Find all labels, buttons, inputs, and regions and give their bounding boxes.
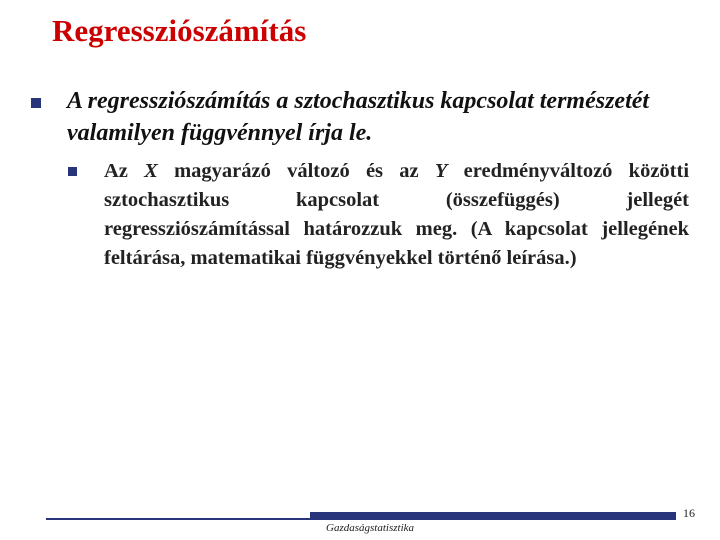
square-bullet-icon — [31, 98, 41, 108]
variable-x: X — [144, 160, 158, 182]
slide-title: Regressziószámítás — [52, 13, 307, 48]
variable-y: Y — [434, 160, 448, 182]
footer-caption: Gazdaságstatisztika — [326, 522, 415, 534]
footer-divider-line — [46, 518, 310, 520]
main-bullet-text: A regressziószámítás a sztochasztikus kapcsolat természetét valamilyen függvénnyel írja le. — [67, 88, 650, 146]
page-number: 16 — [683, 506, 695, 520]
sub-bullet-part3: eredményváltozó közötti sztochasztikus kapcsolat (összefüggés) jellegét regressziószámítással határozzuk meg. (A kapcsolat jellegének feltárása, matematikai függvényekkel történő leírása.) — [104, 160, 690, 269]
sub-bullet-part1: Az — [104, 160, 145, 182]
square-bullet-icon — [68, 167, 77, 176]
footer-accent-bar — [310, 512, 676, 520]
sub-bullet-text — [104, 157, 689, 273]
sub-bullet-part2: magyarázó változó és az — [157, 160, 435, 182]
